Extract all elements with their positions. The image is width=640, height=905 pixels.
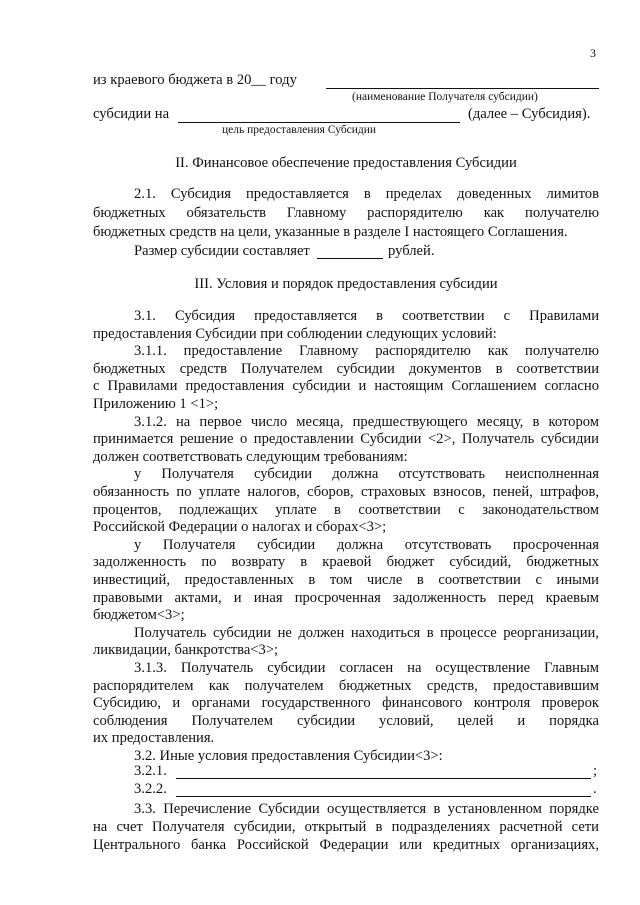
page-number: 3 — [590, 46, 596, 60]
item-3-2-1-label: 3.2.1. — [134, 763, 167, 779]
section3-line: бюджетных средств Получателем субсидии документов в соответствии — [93, 360, 599, 377]
item-3-2-2-blank — [176, 796, 591, 797]
section2-line: бюджетных обязательств Главному распорядителю как получателю — [93, 205, 599, 221]
subsidy-size-prefix: Размер субсидии составляет — [134, 243, 310, 259]
section3-line: 3.1. Субсидия предоставляется в соответствии с Правилами — [134, 308, 599, 324]
section2-line: бюджетных средств на цели, указанные в разделе I настоящего Соглашения. — [93, 224, 568, 240]
subsidy-size-blank — [317, 258, 383, 259]
purpose-blank — [178, 122, 460, 123]
item-3-2-2-label: 3.2.2. — [134, 781, 167, 797]
section2-title: II. Финансовое обеспечение предоставления Субсидии — [175, 155, 517, 171]
item-3-2-1-blank — [176, 778, 591, 779]
header-line1-prefix: из краевого бюджета в 20__ году — [93, 72, 297, 88]
section2-line: 2.1. Субсидия предоставляется в пределах доведенных лимитов — [134, 186, 599, 202]
section3-line: правовыми актами, и иная просроченная задолженность перед краевым — [93, 589, 599, 606]
section3-line: Российской Федерации о налогах и сборах<3>; — [93, 519, 387, 536]
section3-line: 3.2. Иные условия предоставления Субсидии<3>: — [134, 748, 443, 764]
section3-line: предоставления Субсидии при соблюдении следующих условий: — [93, 325, 497, 342]
section3-line: у Получателя субсидии должна отсутствовать просроченная — [134, 536, 599, 553]
section3-line: инвестиций, предоставленных в том числе в соответствии с иными — [93, 572, 599, 588]
item-3-2-1-end: ; — [593, 763, 598, 779]
section3-line: соблюдения Получателем субсидии условий, целей и порядка — [93, 712, 599, 729]
header-line2-prefix: субсидии на — [93, 106, 170, 122]
section3-tail-line: на счет Получателя субсидии, открытый в подразделениях расчетной сети — [93, 819, 599, 835]
section3-line: 3.1.1. предоставление Главному распорядителю как получателю — [134, 343, 599, 360]
section3-line: бюджетом<3>; — [93, 607, 185, 624]
section3-line: у Получателя субсидии должна отсутствовать неисполненная — [134, 466, 599, 483]
subsidy-size-suffix: рублей. — [388, 243, 435, 259]
section3-line: распорядителем как получателем бюджетных средств, предоставившим — [93, 677, 599, 694]
section3-line: обязанность по уплате налогов, сборов, страховых взносов, пеней, штрафов, — [93, 484, 599, 500]
item-3-2-2-end: . — [593, 781, 597, 797]
section3-line: задолженность по возврату в краевой бюджет субсидий, бюджетных — [93, 554, 599, 571]
section3-line: принимается решение о предоставлении Субсидии <2>, Получатель субсидии — [93, 431, 599, 448]
recipient-name-blank — [326, 88, 599, 89]
section3-title: III. Условия и порядок предоставления субсидии — [194, 276, 498, 292]
section3-tail-line: 3.3. Перечисление Субсидии осуществляется в установленном порядке — [134, 801, 599, 817]
section3-line: 3.1.2. на первое число месяца, предшествующего месяцу, в котором — [134, 413, 599, 430]
header-line2-suffix: (далее – Субсидия). — [468, 106, 591, 122]
recipient-name-caption: (наименование Получателя субсидии) — [352, 91, 538, 103]
section3-line: Получатель субсидии не должен находиться в процессе реорганизации, — [134, 624, 599, 641]
section3-tail-line: Центрального банка Российской Федерации или кредитных организациях, — [93, 837, 599, 853]
section3-line: процентов, подлежащих уплате в соответствии с законодательством — [93, 501, 599, 518]
section3-line: 3.1.3. Получатель субсидии согласен на осуществление Главным — [134, 660, 599, 676]
section3-line: их предоставления. — [93, 730, 215, 747]
purpose-caption: цель предоставления Субсидии — [222, 124, 377, 136]
section3-line: с Правилами предоставления субсидии и настоящим Соглашением согласно — [93, 378, 599, 395]
section3-line: Приложению 1 <1>; — [93, 396, 219, 412]
section3-line: ликвидации, банкротства<3>; — [93, 642, 279, 659]
section3-line: Субсидию, и органами государственного финансового контроля проверок — [93, 695, 599, 712]
section3-line: должен соответствовать следующим требованиям: — [93, 448, 408, 465]
